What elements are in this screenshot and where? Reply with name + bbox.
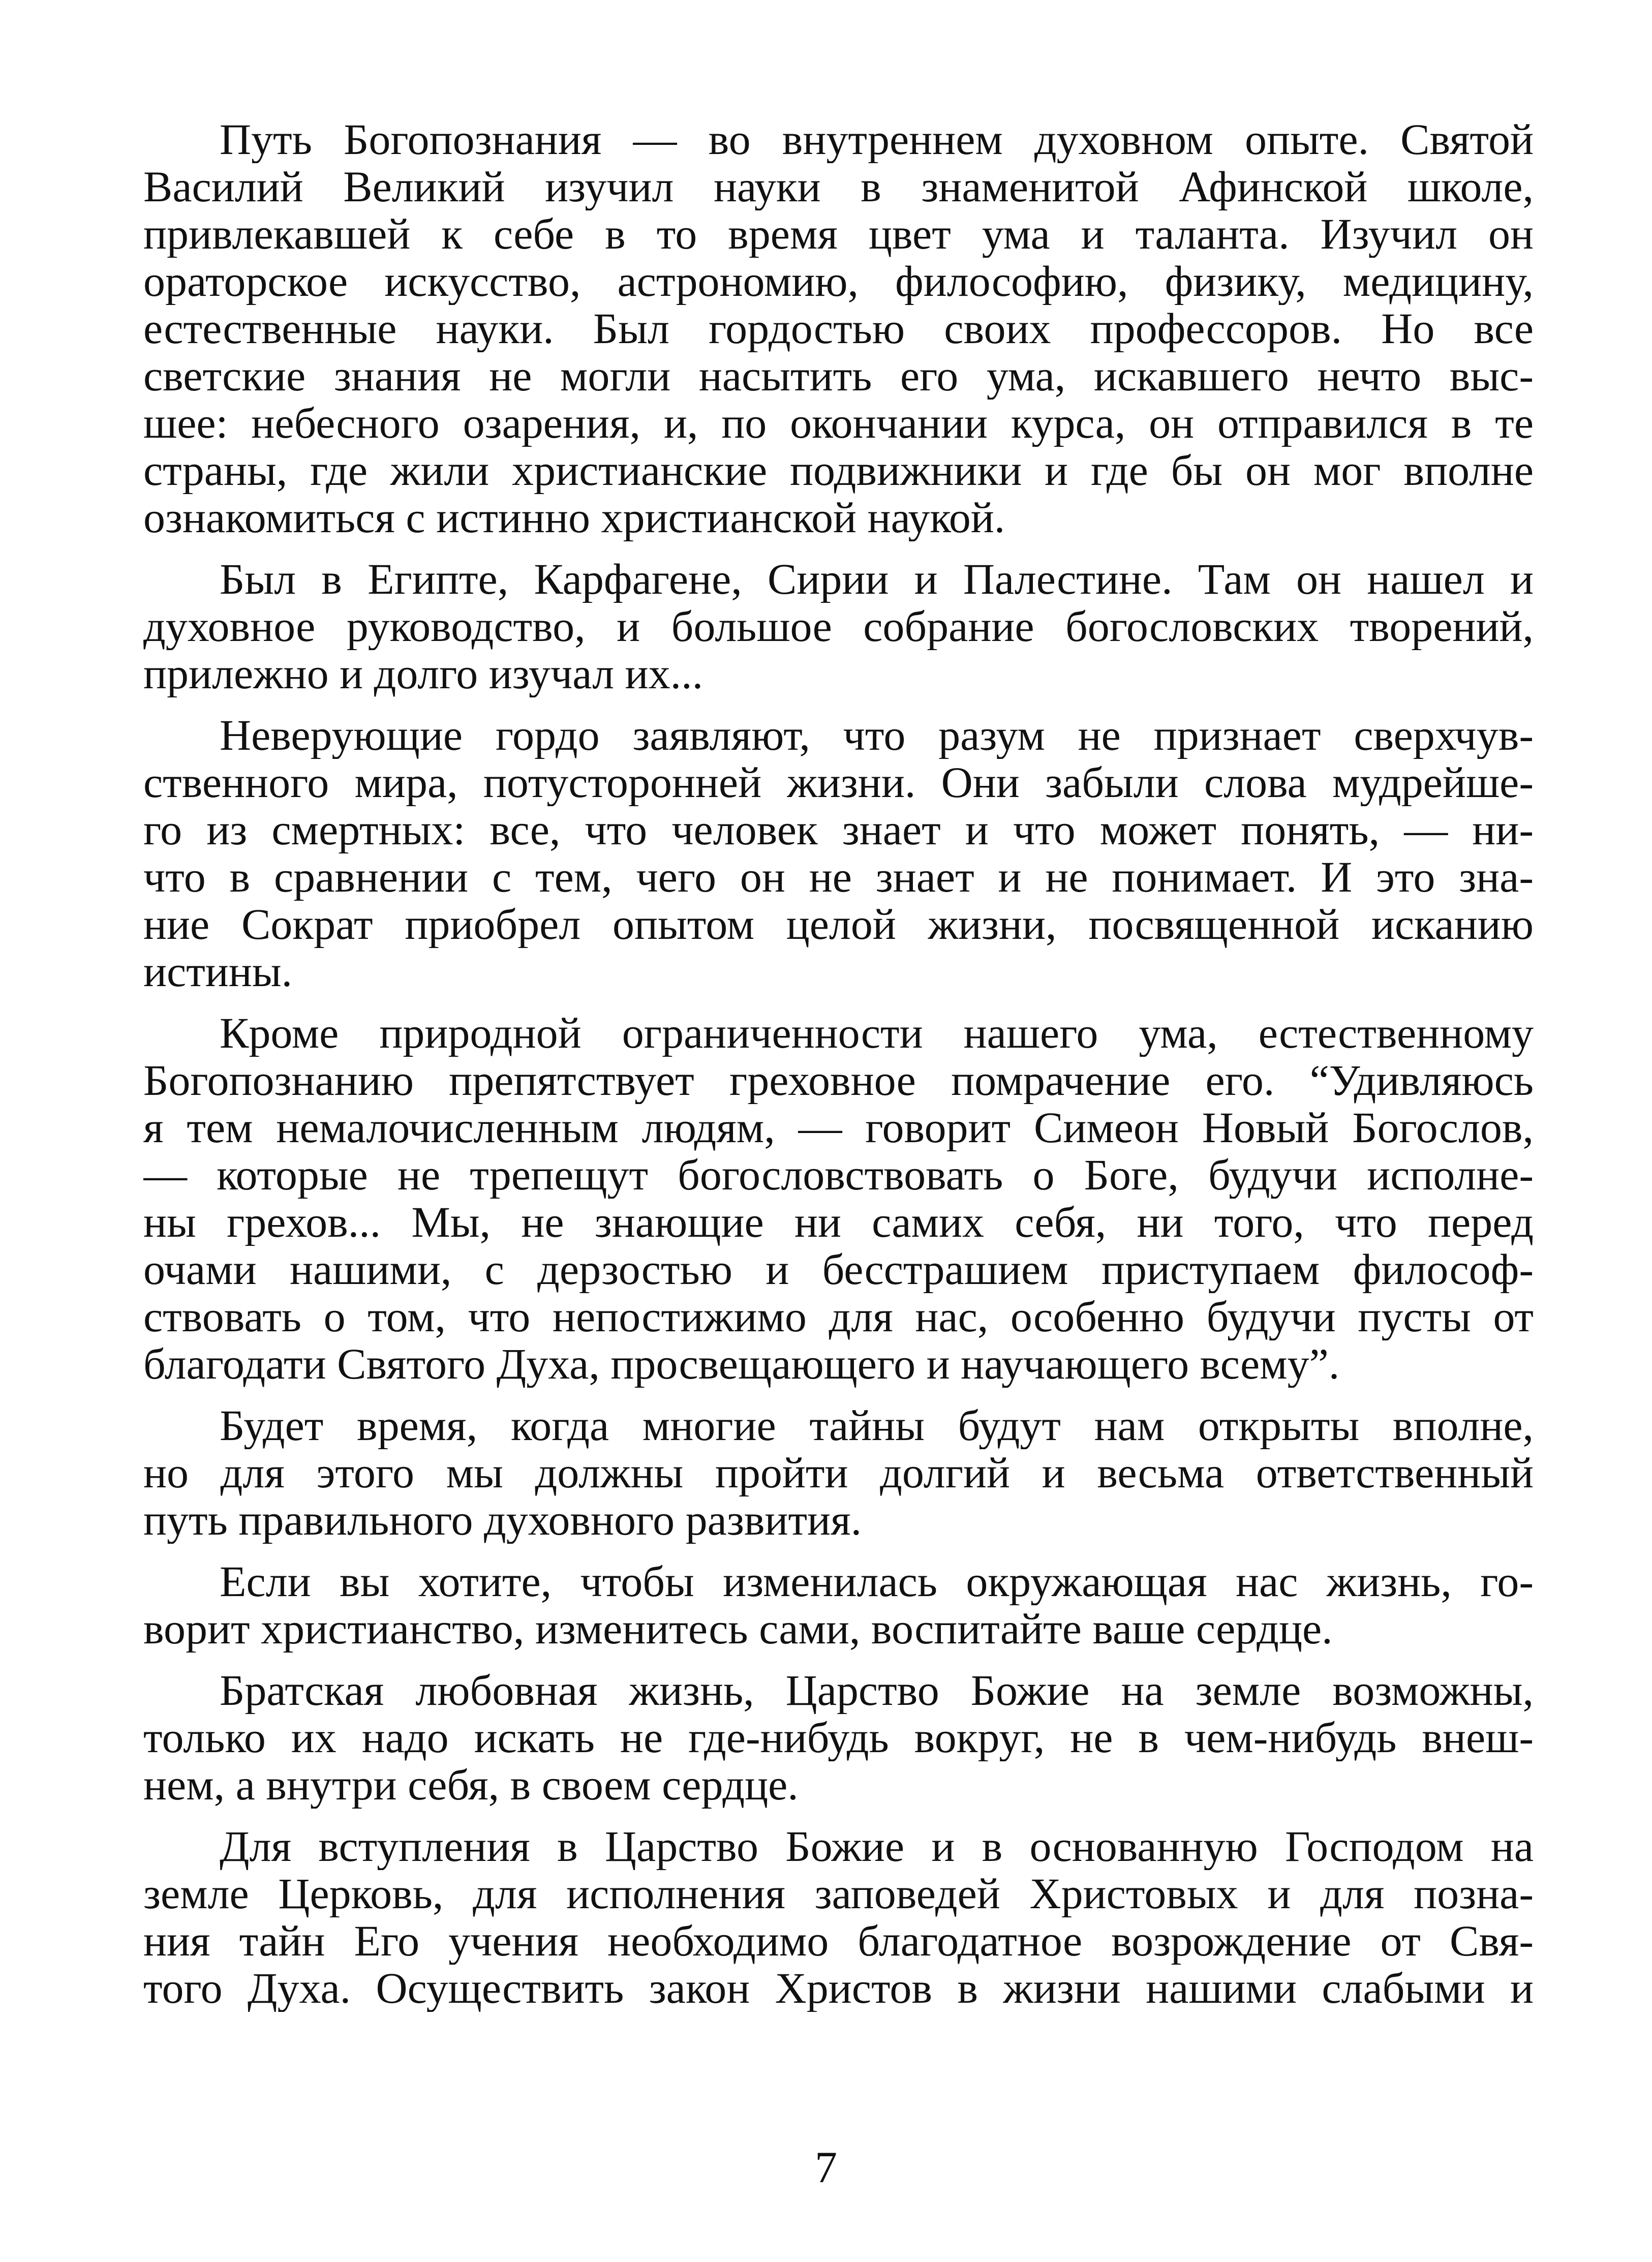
text-line: я тем немалочисленным людям, — говорит Симеон Новый Богослов, [143,1104,1534,1151]
text-line: того Духа. Осуществить закон Христов в жизни нашими слабыми и [143,1965,1534,2012]
text-line: благодати Святого Духа, просвещающего и научающего всему”. [143,1340,1340,1388]
text-line: нем, а внутри себя, в своем сердце. [143,1761,799,1809]
text-line: Был в Египте, Карфагене, Сирии и Палестине. Там он нашел и [220,556,1534,603]
text-line: Для вступления в Царство Божие и в основанную Господом на [220,1823,1534,1870]
paragraph [143,1010,1534,1388]
text-line: ние Сократ приобрел опытом целой жизни, посвященной исканию [143,901,1534,948]
body-text [143,116,1534,2026]
paragraph [143,116,1534,541]
page-number: 7 [815,2143,837,2192]
text-line: Братская любовная жизнь, Царство Божие на земле возможны, [220,1667,1534,1714]
text-line: земле Церковь, для исполнения заповедей Христовых и для позна- [143,1870,1534,1917]
text-line: ствовать о том, что непостижимо для нас, особенно будучи пусты от [143,1293,1534,1340]
text-line: Богопознанию препятствует греховное помрачение его. “Удивляюсь [143,1057,1534,1104]
text-line: ственного мира, потусторонней жизни. Они забыли слова мудрейше- [143,759,1534,806]
paragraph [143,712,1534,995]
text-line: Неверующие гордо заявляют, что разум не признает сверхчув- [220,712,1534,759]
text-line: ознакомиться с истинно христианской наукой. [143,494,1005,541]
text-line: Будет время, когда многие тайны будут нам открыты вполне, [220,1402,1534,1449]
paragraph [143,556,1534,697]
text-line: страны, где жили христианские подвижники и где бы он мог вполне [143,447,1534,494]
paragraph [143,1823,1534,2012]
text-line: го из смертных: все, что человек знает и что может понять, — ни- [143,806,1534,853]
text-line: ны грехов... Мы, не знающие ни самих себя, ни того, что перед [143,1199,1534,1246]
text-line: ораторское искусство, астрономию, философию, физику, медицину, [143,258,1534,305]
text-line: Василий Великий изучил науки в знаменитой Афинской школе, [143,163,1534,210]
text-line: ния тайн Его учения необходимо благодатное возрождение от Свя- [143,1917,1534,1965]
text-line: что в сравнении с тем, чего он не знает и не понимает. И это зна- [143,853,1534,901]
paragraph [143,1558,1534,1653]
text-line: истины. [143,948,293,995]
text-line: Путь Богопознания — во внутреннем духовном опыте. Святой [220,116,1534,163]
paragraph [143,1667,1534,1809]
text-line: духовное руководство, и большое собрание богословских творений, [143,603,1534,650]
text-line: но для этого мы должны пройти долгий и весьма ответственный [143,1449,1534,1496]
text-line: привлекавшей к себе в то время цвет ума и таланта. Изучил он [143,210,1534,258]
text-line: естественные науки. Был гордостью своих профессоров. Но все [143,305,1534,352]
text-line: путь правильного духовного развития. [143,1496,862,1544]
text-line: — которые не трепещут богословствовать о Боге, будучи исполне- [143,1151,1534,1199]
text-line: светские знания не могли насытить его ума, искавшего нечто выс- [143,352,1534,400]
text-line: только их надо искать не где-нибудь вокруг, не в чем-нибудь внеш- [143,1714,1534,1761]
text-line: ворит христианство, изменитесь сами, воспитайте ваше сердце. [143,1605,1333,1653]
text-line: прилежно и долго изучал их... [143,650,703,697]
text-line: очами нашими, с дерзостью и бесстрашием приступаем философ- [143,1246,1534,1293]
paragraph [143,1402,1534,1544]
text-line: Если вы хотите, чтобы изменилась окружающая нас жизнь, го- [220,1558,1534,1605]
text-line: шее: небесного озарения, и, по окончании курса, он отправился в те [143,400,1534,447]
text-line: Кроме природной ограниченности нашего ума, естественному [220,1010,1534,1057]
